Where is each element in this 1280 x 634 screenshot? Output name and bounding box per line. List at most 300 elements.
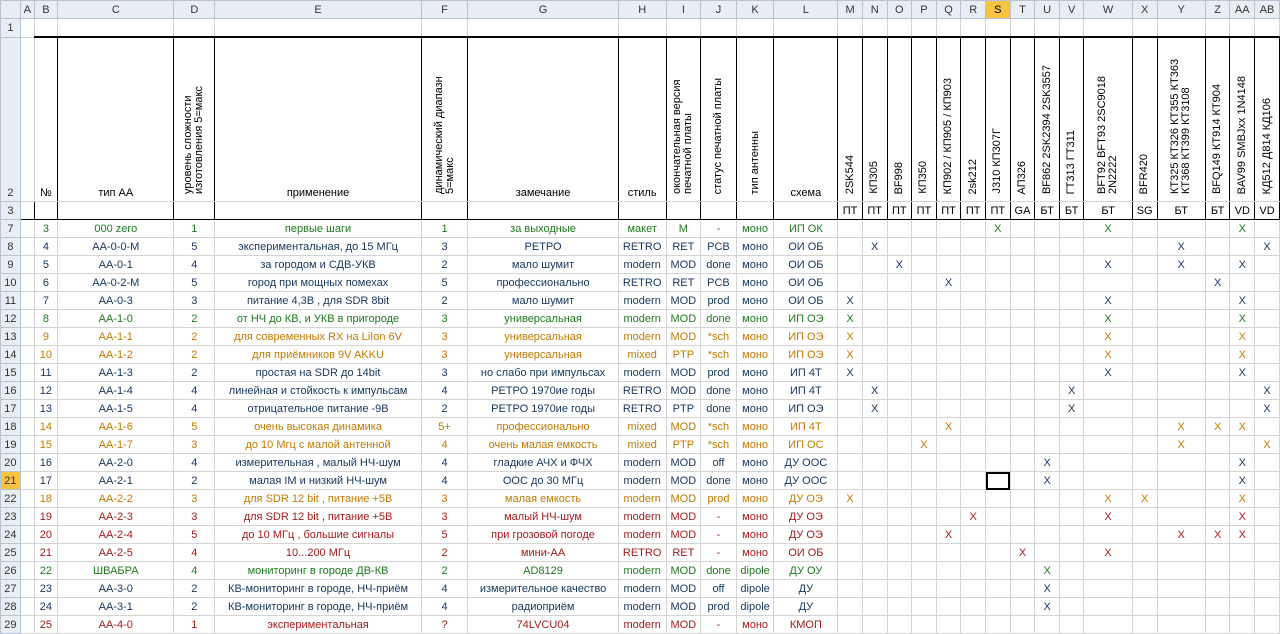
cell-W[interactable] xyxy=(1084,382,1132,400)
cell-W[interactable]: X xyxy=(1084,328,1132,346)
cell-B[interactable]: 25 xyxy=(34,616,58,634)
cell-T[interactable] xyxy=(1010,562,1035,580)
column-header-E[interactable]: E xyxy=(215,1,421,19)
cell-V[interactable] xyxy=(1059,292,1084,310)
cell-M[interactable] xyxy=(838,256,863,274)
cell-I[interactable]: MOD xyxy=(666,472,701,490)
cell-R[interactable] xyxy=(961,598,986,616)
cell-A[interactable] xyxy=(20,598,34,616)
cell[interactable] xyxy=(936,19,961,38)
cell-T[interactable] xyxy=(1010,418,1035,436)
cell-A[interactable] xyxy=(20,256,34,274)
cell-K[interactable]: моно xyxy=(736,526,774,544)
column-header-D[interactable]: D xyxy=(174,1,215,19)
cell-O[interactable] xyxy=(887,562,912,580)
cell-E[interactable]: от НЧ до КВ, и УКВ в пригороде xyxy=(215,310,421,328)
cell-AA[interactable]: X xyxy=(1230,292,1255,310)
cell-S[interactable] xyxy=(986,328,1011,346)
cell-F[interactable]: 4 xyxy=(421,580,468,598)
cell-X[interactable] xyxy=(1132,274,1157,292)
cell-G[interactable]: мало шумит xyxy=(468,256,619,274)
cell-S[interactable] xyxy=(986,292,1011,310)
cell-L[interactable]: ДУ ОЭ xyxy=(774,526,838,544)
column-header-Q[interactable]: Q xyxy=(936,1,961,19)
cell-S[interactable] xyxy=(986,256,1011,274)
cell-R[interactable] xyxy=(961,238,986,256)
cell-F[interactable]: 5 xyxy=(421,274,468,292)
cell-S[interactable] xyxy=(986,544,1011,562)
cell-B[interactable]: 10 xyxy=(34,346,58,364)
cell-Z[interactable] xyxy=(1205,310,1230,328)
cell-N[interactable]: X xyxy=(862,238,887,256)
cell-X[interactable] xyxy=(1132,382,1157,400)
cell-H[interactable]: modern xyxy=(618,562,666,580)
cell-P[interactable] xyxy=(912,238,937,256)
cell-S[interactable] xyxy=(986,346,1011,364)
cell-H[interactable]: mixed xyxy=(618,346,666,364)
cell-G[interactable]: ООС до 30 МГц xyxy=(468,472,619,490)
cell-F[interactable]: 3 xyxy=(421,364,468,382)
cell-C[interactable]: АА-3-0 xyxy=(58,580,174,598)
cell-K[interactable]: моно xyxy=(736,346,774,364)
cell-R[interactable] xyxy=(961,544,986,562)
column-header-L[interactable]: L xyxy=(774,1,838,19)
cell-E[interactable]: за городом и СДВ-УКВ xyxy=(215,256,421,274)
cell-G[interactable]: профессионально xyxy=(468,274,619,292)
cell-P[interactable] xyxy=(912,544,937,562)
cell-Y[interactable]: X xyxy=(1157,418,1205,436)
cell-AA[interactable]: X xyxy=(1230,256,1255,274)
cell-AB[interactable] xyxy=(1255,544,1280,562)
cell-N[interactable]: X xyxy=(862,400,887,418)
cell-P[interactable]: X xyxy=(912,436,937,454)
cell-P[interactable] xyxy=(912,472,937,490)
cell-Z[interactable]: X xyxy=(1205,526,1230,544)
cell-L[interactable]: ИП ОК xyxy=(774,220,838,238)
cell[interactable] xyxy=(1157,19,1205,38)
cell-L[interactable]: ИП ОЭ xyxy=(774,346,838,364)
cell-W[interactable] xyxy=(1084,616,1132,634)
cell-D[interactable]: 5 xyxy=(174,526,215,544)
cell-E[interactable]: экспериментальная xyxy=(215,616,421,634)
column-header-U[interactable]: U xyxy=(1035,1,1060,19)
cell[interactable] xyxy=(1255,19,1280,38)
cell-D[interactable]: 4 xyxy=(174,544,215,562)
cell-O[interactable] xyxy=(887,418,912,436)
cell-AB[interactable] xyxy=(1255,220,1280,238)
cell-H[interactable]: RETRO xyxy=(618,238,666,256)
cell-U[interactable] xyxy=(1035,238,1060,256)
cell-Y[interactable] xyxy=(1157,580,1205,598)
cell-D[interactable]: 4 xyxy=(174,454,215,472)
cell[interactable] xyxy=(618,19,666,38)
cell-K[interactable]: моно xyxy=(736,220,774,238)
row-header[interactable]: 15 xyxy=(1,364,21,382)
cell-J[interactable]: done xyxy=(701,472,737,490)
cell-T[interactable] xyxy=(1010,382,1035,400)
cell-N[interactable] xyxy=(862,598,887,616)
cell-O[interactable] xyxy=(887,436,912,454)
cell-M[interactable] xyxy=(838,472,863,490)
cell-T[interactable] xyxy=(1010,256,1035,274)
cell-N[interactable] xyxy=(862,418,887,436)
cell-Y[interactable]: X xyxy=(1157,436,1205,454)
cell-B[interactable]: 15 xyxy=(34,436,58,454)
cell-AB[interactable] xyxy=(1255,616,1280,634)
select-all-corner[interactable] xyxy=(1,1,21,19)
cell-T[interactable] xyxy=(1010,526,1035,544)
cell-L[interactable]: ДУ ООС xyxy=(774,472,838,490)
cell-C[interactable]: ШВАБРА xyxy=(58,562,174,580)
cell-W[interactable] xyxy=(1084,454,1132,472)
cell-Y[interactable] xyxy=(1157,616,1205,634)
cell-J[interactable]: - xyxy=(701,526,737,544)
column-header-P[interactable]: P xyxy=(912,1,937,19)
cell-R[interactable] xyxy=(961,346,986,364)
cell-O[interactable] xyxy=(887,238,912,256)
cell-G[interactable]: за выходные xyxy=(468,220,619,238)
cell-Y[interactable] xyxy=(1157,562,1205,580)
cell-O[interactable] xyxy=(887,382,912,400)
column-header-S[interactable]: S xyxy=(986,1,1011,19)
cell-U[interactable]: X xyxy=(1035,562,1060,580)
cell-S[interactable]: X xyxy=(986,220,1011,238)
cell-R[interactable] xyxy=(961,454,986,472)
cell-W[interactable]: X xyxy=(1084,346,1132,364)
cell[interactable] xyxy=(58,19,174,38)
cell-G[interactable]: универсальная xyxy=(468,328,619,346)
cell-C[interactable]: АА-1-1 xyxy=(58,328,174,346)
cell-I[interactable]: PTP xyxy=(666,346,701,364)
cell-W[interactable] xyxy=(1084,580,1132,598)
cell-D[interactable]: 2 xyxy=(174,472,215,490)
cell-B[interactable]: 14 xyxy=(34,418,58,436)
cell-H[interactable]: mixed xyxy=(618,436,666,454)
cell-B[interactable]: 23 xyxy=(34,580,58,598)
cell-N[interactable] xyxy=(862,616,887,634)
row-header[interactable]: 28 xyxy=(1,598,21,616)
cell-M[interactable] xyxy=(838,562,863,580)
cell-O[interactable] xyxy=(887,292,912,310)
cell-K[interactable]: моно xyxy=(736,544,774,562)
cell[interactable] xyxy=(986,19,1011,38)
cell-D[interactable]: 2 xyxy=(174,346,215,364)
cell-W[interactable]: X xyxy=(1084,490,1132,508)
column-header-J[interactable]: J xyxy=(701,1,737,19)
cell-R[interactable] xyxy=(961,436,986,454)
row-header[interactable]: 26 xyxy=(1,562,21,580)
row-header[interactable]: 22 xyxy=(1,490,21,508)
header-cell-D[interactable] xyxy=(174,37,215,202)
column-header-Y[interactable]: Y xyxy=(1157,1,1205,19)
header-cell-F[interactable] xyxy=(421,37,468,202)
cell-H[interactable]: modern xyxy=(618,310,666,328)
cell-AA[interactable]: X xyxy=(1230,346,1255,364)
subheader-cell-Z[interactable]: БТ xyxy=(1205,202,1230,220)
cell-I[interactable]: MOD xyxy=(666,382,701,400)
cell-W[interactable]: X xyxy=(1084,544,1132,562)
header-cell-H[interactable]: стиль xyxy=(618,37,666,202)
cell-J[interactable]: done xyxy=(701,562,737,580)
cell-AB[interactable] xyxy=(1255,310,1280,328)
cell-N[interactable] xyxy=(862,544,887,562)
cell-X[interactable] xyxy=(1132,544,1157,562)
cell-C[interactable]: АА-1-3 xyxy=(58,364,174,382)
cell-U[interactable]: X xyxy=(1035,580,1060,598)
header-cell-J[interactable] xyxy=(701,37,737,202)
cell-O[interactable] xyxy=(887,544,912,562)
cell-K[interactable]: моно xyxy=(736,310,774,328)
row-header[interactable]: 27 xyxy=(1,580,21,598)
cell-F[interactable]: 2 xyxy=(421,544,468,562)
cell-E[interactable]: 10...200 МГц xyxy=(215,544,421,562)
cell-L[interactable]: ИП 4Т xyxy=(774,364,838,382)
cell-T[interactable] xyxy=(1010,508,1035,526)
cell-AA[interactable] xyxy=(1230,616,1255,634)
cell-I[interactable]: PTP xyxy=(666,436,701,454)
cell-T[interactable]: X xyxy=(1010,544,1035,562)
header-cell-U[interactable] xyxy=(1035,37,1060,202)
cell-L[interactable]: ИП 4Т xyxy=(774,418,838,436)
cell-E[interactable]: питание 4,3В , для SDR 8bit xyxy=(215,292,421,310)
cell[interactable] xyxy=(1205,19,1230,38)
cell-P[interactable] xyxy=(912,328,937,346)
cell-M[interactable]: X xyxy=(838,328,863,346)
cell-R[interactable] xyxy=(961,364,986,382)
cell-Z[interactable] xyxy=(1205,598,1230,616)
cell-M[interactable]: X xyxy=(838,292,863,310)
cell-B[interactable]: 17 xyxy=(34,472,58,490)
cell-L[interactable]: ИП ОЭ xyxy=(774,310,838,328)
cell-D[interactable]: 2 xyxy=(174,310,215,328)
cell-Z[interactable]: X xyxy=(1205,274,1230,292)
cell-X[interactable]: X xyxy=(1132,490,1157,508)
cell-Z[interactable] xyxy=(1205,256,1230,274)
cell-P[interactable] xyxy=(912,418,937,436)
cell-D[interactable]: 5 xyxy=(174,418,215,436)
cell-V[interactable] xyxy=(1059,328,1084,346)
cell-P[interactable] xyxy=(912,454,937,472)
subheader-cell-G[interactable] xyxy=(468,202,619,220)
cell-H[interactable]: modern xyxy=(618,526,666,544)
cell[interactable] xyxy=(174,19,215,38)
cell-H[interactable]: modern xyxy=(618,490,666,508)
header-cell-Z[interactable] xyxy=(1205,37,1230,202)
cell-Y[interactable] xyxy=(1157,400,1205,418)
cell-Q[interactable] xyxy=(936,454,961,472)
cell-R[interactable] xyxy=(961,400,986,418)
cell-A[interactable] xyxy=(20,328,34,346)
cell-Y[interactable] xyxy=(1157,454,1205,472)
cell-H[interactable]: RETRO xyxy=(618,274,666,292)
cell-M[interactable] xyxy=(838,382,863,400)
cell-Q[interactable] xyxy=(936,220,961,238)
cell-S[interactable] xyxy=(986,490,1011,508)
cell[interactable] xyxy=(1132,19,1157,38)
cell-N[interactable] xyxy=(862,436,887,454)
cell-E[interactable]: простая на SDR до 14bit xyxy=(215,364,421,382)
cell-L[interactable]: ОИ ОБ xyxy=(774,256,838,274)
cell-J[interactable]: *sch xyxy=(701,346,737,364)
cell-J[interactable]: off xyxy=(701,454,737,472)
cell-A[interactable] xyxy=(20,418,34,436)
cell-A[interactable] xyxy=(20,544,34,562)
cell[interactable] xyxy=(961,19,986,38)
cell-Y[interactable] xyxy=(1157,346,1205,364)
cell-AB[interactable] xyxy=(1255,580,1280,598)
cell-W[interactable] xyxy=(1084,562,1132,580)
cell-V[interactable] xyxy=(1059,472,1084,490)
cell-V[interactable] xyxy=(1059,598,1084,616)
column-header-W[interactable]: W xyxy=(1084,1,1132,19)
cell-F[interactable]: 3 xyxy=(421,346,468,364)
cell-V[interactable] xyxy=(1059,256,1084,274)
cell-M[interactable] xyxy=(838,598,863,616)
cell-T[interactable] xyxy=(1010,580,1035,598)
cell-K[interactable]: моно xyxy=(736,436,774,454)
cell-F[interactable]: 4 xyxy=(421,598,468,616)
cell-T[interactable] xyxy=(1010,490,1035,508)
row-header[interactable]: 12 xyxy=(1,310,21,328)
cell-W[interactable] xyxy=(1084,418,1132,436)
cell-E[interactable]: отрицательное питание -9В xyxy=(215,400,421,418)
cell-X[interactable] xyxy=(1132,472,1157,490)
column-header-N[interactable]: N xyxy=(862,1,887,19)
cell-N[interactable] xyxy=(862,562,887,580)
cell-J[interactable]: done xyxy=(701,382,737,400)
cell-N[interactable] xyxy=(862,274,887,292)
cell-F[interactable]: 3 xyxy=(421,310,468,328)
cell-C[interactable]: АА-1-4 xyxy=(58,382,174,400)
cell-X[interactable] xyxy=(1132,346,1157,364)
active-cell[interactable] xyxy=(986,472,1011,490)
column-header-F[interactable]: F xyxy=(421,1,468,19)
cell-R[interactable] xyxy=(961,562,986,580)
cell-A[interactable] xyxy=(20,562,34,580)
cell-R[interactable] xyxy=(961,490,986,508)
cell-P[interactable] xyxy=(912,580,937,598)
cell-F[interactable]: 3 xyxy=(421,238,468,256)
cell-G[interactable]: профессионально xyxy=(468,418,619,436)
row-header[interactable]: 9 xyxy=(1,256,21,274)
cell-B[interactable]: 24 xyxy=(34,598,58,616)
cell-D[interactable]: 2 xyxy=(174,364,215,382)
cell-A[interactable] xyxy=(20,490,34,508)
cell-M[interactable] xyxy=(838,274,863,292)
cell-Q[interactable]: X xyxy=(936,526,961,544)
cell-D[interactable]: 4 xyxy=(174,400,215,418)
cell-N[interactable] xyxy=(862,256,887,274)
cell-D[interactable]: 4 xyxy=(174,562,215,580)
row-header[interactable]: 8 xyxy=(1,238,21,256)
cell-AB[interactable] xyxy=(1255,346,1280,364)
cell-AA[interactable] xyxy=(1230,238,1255,256)
cell-Z[interactable] xyxy=(1205,562,1230,580)
cell-N[interactable]: X xyxy=(862,382,887,400)
cell-M[interactable]: X xyxy=(838,346,863,364)
cell-P[interactable] xyxy=(912,220,937,238)
cell-A[interactable] xyxy=(20,472,34,490)
cell-V[interactable] xyxy=(1059,490,1084,508)
cell-L[interactable]: ОИ ОБ xyxy=(774,274,838,292)
cell-I[interactable]: MOD xyxy=(666,508,701,526)
cell-I[interactable]: PTP xyxy=(666,400,701,418)
cell-O[interactable] xyxy=(887,220,912,238)
cell-B[interactable]: 11 xyxy=(34,364,58,382)
cell-AB[interactable] xyxy=(1255,508,1280,526)
cell-K[interactable]: dipole xyxy=(736,562,774,580)
cell-Z[interactable] xyxy=(1205,238,1230,256)
cell-H[interactable]: modern xyxy=(618,328,666,346)
cell-C[interactable]: АА-2-2 xyxy=(58,490,174,508)
cell[interactable] xyxy=(701,19,737,38)
cell-J[interactable]: done xyxy=(701,400,737,418)
cell-T[interactable] xyxy=(1010,400,1035,418)
cell-B[interactable]: 6 xyxy=(34,274,58,292)
cell-W[interactable]: X xyxy=(1084,220,1132,238)
column-header-T[interactable]: T xyxy=(1010,1,1035,19)
cell-Z[interactable] xyxy=(1205,328,1230,346)
cell-L[interactable]: ИП ОС xyxy=(774,436,838,454)
cell-I[interactable]: MOD xyxy=(666,418,701,436)
row-header[interactable]: 11 xyxy=(1,292,21,310)
cell-G[interactable]: гладкие АЧХ и ФЧХ xyxy=(468,454,619,472)
subheader-cell-D[interactable] xyxy=(174,202,215,220)
cell-Z[interactable] xyxy=(1205,346,1230,364)
cell-M[interactable]: X xyxy=(838,490,863,508)
cell-W[interactable] xyxy=(1084,472,1132,490)
cell-B[interactable]: 4 xyxy=(34,238,58,256)
cell-K[interactable]: моно xyxy=(736,490,774,508)
header-cell-K[interactable] xyxy=(736,37,774,202)
column-header-A[interactable]: A xyxy=(20,1,34,19)
column-header-K[interactable]: K xyxy=(736,1,774,19)
column-header-AB[interactable]: AB xyxy=(1255,1,1280,19)
cell-AA[interactable]: X xyxy=(1230,472,1255,490)
subheader-cell-R[interactable]: ПТ xyxy=(961,202,986,220)
subheader-cell-S[interactable]: ПТ xyxy=(986,202,1011,220)
cell-G[interactable]: универсальная xyxy=(468,346,619,364)
cell-V[interactable] xyxy=(1059,238,1084,256)
cell-M[interactable] xyxy=(838,436,863,454)
cell-X[interactable] xyxy=(1132,328,1157,346)
cell-P[interactable] xyxy=(912,616,937,634)
cell-B[interactable]: 12 xyxy=(34,382,58,400)
cell-D[interactable]: 4 xyxy=(174,256,215,274)
cell-L[interactable]: ОИ ОБ xyxy=(774,238,838,256)
cell-G[interactable]: малая емкость xyxy=(468,490,619,508)
cell-W[interactable]: X xyxy=(1084,364,1132,382)
cell-B[interactable]: 5 xyxy=(34,256,58,274)
cell-AA[interactable] xyxy=(1230,436,1255,454)
cell-H[interactable]: modern xyxy=(618,616,666,634)
cell-Y[interactable] xyxy=(1157,328,1205,346)
cell-U[interactable] xyxy=(1035,508,1060,526)
cell-T[interactable] xyxy=(1010,220,1035,238)
row-header[interactable]: 23 xyxy=(1,508,21,526)
cell-A[interactable] xyxy=(20,238,34,256)
cell-L[interactable]: ДУ xyxy=(774,580,838,598)
cell-Z[interactable] xyxy=(1205,400,1230,418)
header-cell-L[interactable]: схема xyxy=(774,37,838,202)
cell-L[interactable]: ДУ ООС xyxy=(774,454,838,472)
cell-M[interactable] xyxy=(838,526,863,544)
cell-P[interactable] xyxy=(912,310,937,328)
cell-A[interactable] xyxy=(20,454,34,472)
cell-H[interactable]: modern xyxy=(618,454,666,472)
cell-D[interactable]: 5 xyxy=(174,238,215,256)
cell-K[interactable]: моно xyxy=(736,238,774,256)
